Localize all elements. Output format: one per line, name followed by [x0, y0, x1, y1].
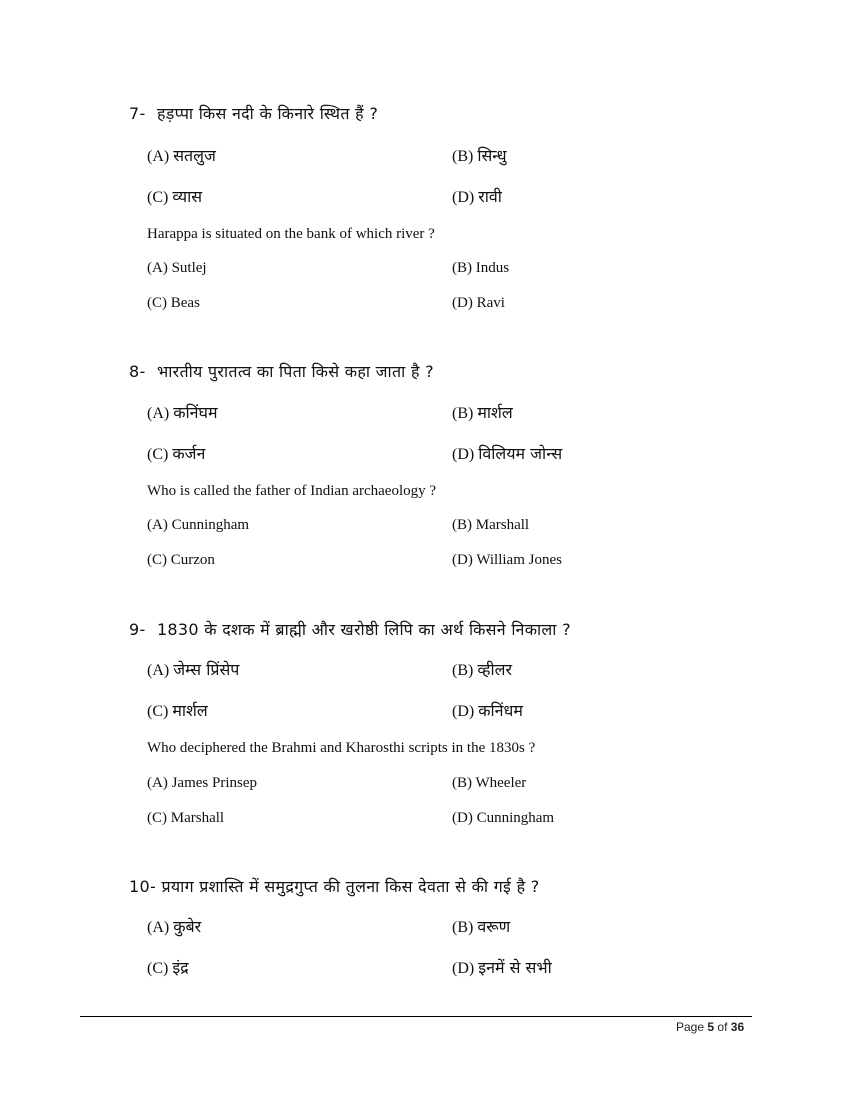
q10-hindi-option-b: (B) वरूण	[452, 917, 511, 936]
question-text: 1830 के दशक में ब्राह्मी और खरोष्ठी लिपि का अर्थ किसने निकाला ?	[156, 620, 571, 639]
question-8-hindi	[129, 360, 434, 382]
q7-english-option-d: (D) Ravi	[452, 295, 505, 311]
footer-divider	[80, 1016, 752, 1017]
question-text: प्रयाग प्रशास्ति में समुद्रगुप्त की तुलना किस देवता से की गई है ?	[161, 877, 540, 896]
q8-english-option-c: (C) Curzon	[147, 552, 215, 568]
q8-hindi-option-c: (C) कर्जन	[147, 444, 206, 463]
q7-english-option-a: (A) Sutlej	[147, 260, 207, 276]
q7-hindi-option-c: (C) व्यास	[147, 187, 203, 206]
question-text: हड़प्पा किस नदी के किनारे स्थित हैं ?	[156, 104, 379, 123]
q10-hindi-option-a: (A) कुबेर	[147, 917, 202, 936]
q8-hindi-option-d: (D) विलियम जोन्स	[452, 444, 563, 463]
question-number: 7-	[129, 104, 146, 123]
q10-hindi-option-d: (D) इनमें से सभी	[452, 958, 552, 977]
q7-hindi-option-a: (A) सतलुज	[147, 146, 216, 165]
q9-hindi-option-a: (A) जेम्स प्रिंसेप	[147, 660, 240, 679]
page-number: Page 5 of 36	[676, 1020, 745, 1034]
q9-english-option-a: (A) James Prinsep	[147, 775, 257, 791]
question-7-english: Harappa is situated on the bank of which river ?	[147, 226, 435, 242]
question-9-english: Who deciphered the Brahmi and Kharosthi scripts in the 1830s ?	[147, 740, 536, 756]
q10-hindi-option-c: (C) इंद्र	[147, 958, 189, 977]
q8-hindi-option-b: (B) मार्शल	[452, 403, 513, 422]
question-9-hindi	[129, 618, 571, 640]
q7-hindi-option-b: (B) सिन्धु	[452, 146, 507, 165]
question-number: 9-	[129, 620, 146, 639]
q8-english-option-d: (D) William Jones	[452, 552, 562, 568]
q9-hindi-option-b: (B) व्हीलर	[452, 660, 512, 679]
question-number: 8-	[129, 362, 146, 381]
q9-english-option-c: (C) Marshall	[147, 810, 225, 826]
q8-english-option-a: (A) Cunningham	[147, 517, 250, 533]
q7-english-option-b: (B) Indus	[452, 260, 510, 276]
question-8-english: Who is called the father of Indian archaeology ?	[147, 483, 437, 499]
q9-hindi-option-c: (C) मार्शल	[147, 701, 208, 720]
q9-english-option-b: (B) Wheeler	[452, 775, 527, 791]
q8-english-option-b: (B) Marshall	[452, 517, 530, 533]
question-text: भारतीय पुरातत्व का पिता किसे कहा जाता है ?	[156, 362, 434, 381]
q8-hindi-option-a: (A) कनिंघम	[147, 403, 218, 422]
q7-hindi-option-d: (D) रावी	[452, 187, 502, 206]
q9-english-option-d: (D) Cunningham	[452, 810, 555, 826]
question-7-hindi	[129, 102, 378, 124]
question-number: 10-	[129, 877, 157, 896]
q7-english-option-c: (C) Beas	[147, 295, 200, 311]
q9-hindi-option-d: (D) कनिंधम	[452, 701, 523, 720]
question-10-hindi	[129, 875, 540, 897]
